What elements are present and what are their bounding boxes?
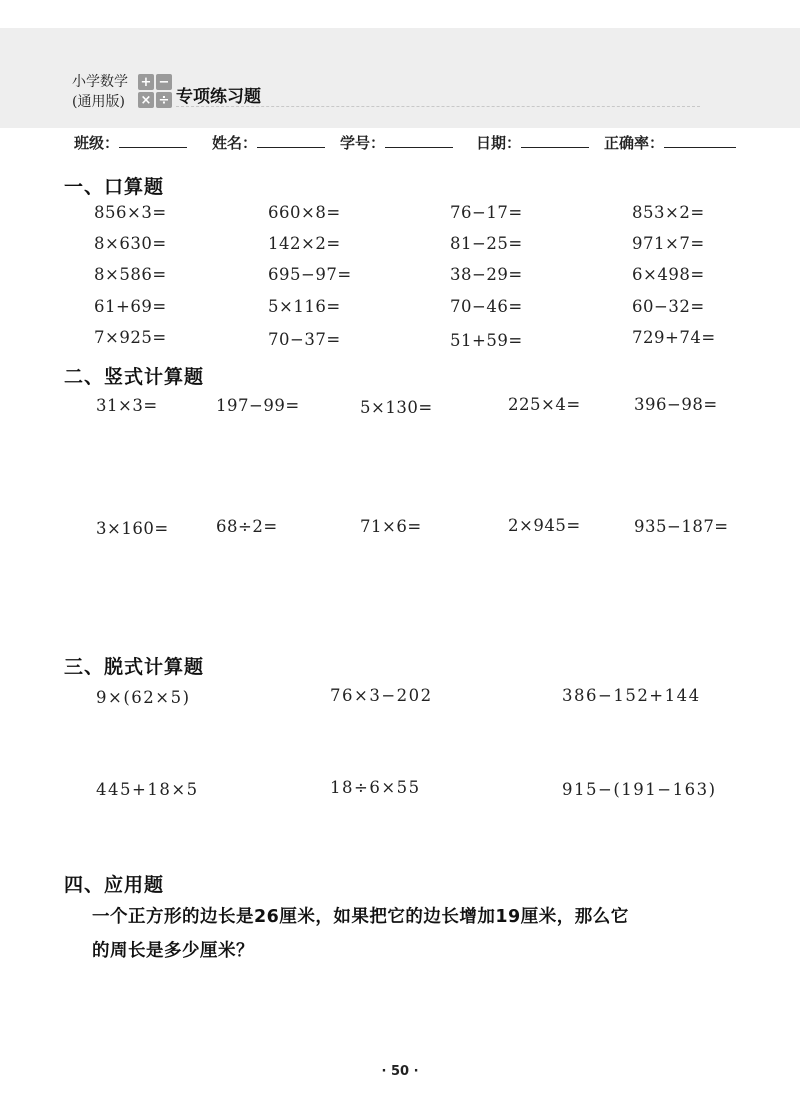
date-blank[interactable]	[521, 133, 589, 148]
vertical-problem: 68÷2=	[216, 517, 278, 536]
edition-label: (通用版)	[72, 94, 125, 110]
vertical-problem: 5×130=	[360, 398, 433, 417]
vertical-problem: 71×6=	[360, 517, 422, 536]
vertical-problem: 2×945=	[508, 516, 581, 535]
section-oral-title: 一、口算题	[64, 176, 165, 198]
date-label: 日期：	[476, 134, 522, 152]
oral-problem: 142×2=	[268, 234, 341, 253]
accuracy-label: 正确率：	[604, 134, 665, 152]
section-word-problem-title: 四、应用题	[64, 874, 165, 896]
stepwise-problem: 18÷6×55	[330, 778, 421, 797]
oral-problem: 8×630=	[94, 234, 167, 253]
oral-problem: 856×3=	[94, 203, 167, 222]
oral-problem: 81−25=	[450, 234, 523, 253]
oral-problem: 7×925=	[94, 328, 167, 347]
stepwise-problem: 445+18×5	[96, 780, 199, 799]
oral-problem: 660×8=	[268, 203, 341, 222]
oral-problem: 6×498=	[632, 265, 705, 284]
vertical-problem: 935−187=	[634, 517, 729, 536]
stepwise-problem: 9×(62×5)	[96, 688, 191, 707]
oral-problem: 38−29=	[450, 265, 523, 284]
vertical-problem: 31×3=	[96, 396, 158, 415]
oral-problem: 8×586=	[94, 265, 167, 284]
header-divider	[176, 106, 700, 107]
info-class	[74, 132, 187, 153]
book-subject	[72, 72, 128, 112]
section-stepwise-title: 三、脱式计算题	[64, 656, 205, 678]
stepwise-problem: 386−152+144	[562, 686, 701, 705]
oral-problem: 70−37=	[268, 330, 341, 349]
oral-problem: 70−46=	[450, 297, 523, 316]
word-problem-line: 的周长是多少厘米？	[92, 941, 254, 961]
oral-problem: 61+69=	[94, 297, 167, 316]
info-accuracy	[604, 132, 736, 153]
info-name	[212, 132, 325, 153]
student-id-label: 学号：	[340, 134, 386, 152]
vertical-problem: 197−99=	[216, 396, 300, 415]
class-label: 班级：	[74, 134, 120, 152]
info-student-id	[340, 132, 453, 153]
subject-label: 小学数学	[72, 74, 128, 90]
info-date	[476, 132, 589, 153]
oral-problem: 51+59=	[450, 331, 523, 350]
page-number: · 50 ·	[381, 1064, 419, 1079]
class-blank[interactable]	[119, 133, 187, 148]
accuracy-blank[interactable]	[664, 133, 736, 148]
vertical-problem: 225×4=	[508, 395, 581, 414]
stepwise-problem: 76×3−202	[330, 686, 433, 705]
multiply-icon: ×	[138, 92, 154, 108]
oral-problem: 5×116=	[268, 297, 341, 316]
stepwise-problem: 915−(191−163)	[562, 780, 717, 799]
oral-problem: 60−32=	[632, 297, 705, 316]
oral-problem: 853×2=	[632, 203, 705, 222]
vertical-problem: 3×160=	[96, 519, 169, 538]
oral-problem: 695−97=	[268, 265, 352, 284]
oral-problem: 729+74=	[632, 328, 716, 347]
oral-problem: 76−17=	[450, 203, 523, 222]
operator-logo	[138, 74, 172, 108]
section-vertical-title: 二、竖式计算题	[64, 366, 205, 388]
divide-icon: ÷	[156, 92, 172, 108]
student-id-blank[interactable]	[385, 133, 453, 148]
vertical-problem: 396−98=	[634, 395, 718, 414]
word-problem-line: 一个正方形的边长是26厘米，如果把它的边长增加19厘米，那么它	[92, 907, 629, 927]
oral-problem: 971×7=	[632, 234, 705, 253]
plus-icon: +	[138, 74, 154, 90]
series-title: 专项练习题	[176, 87, 261, 107]
name-blank[interactable]	[257, 133, 325, 148]
name-label: 姓名：	[212, 134, 258, 152]
minus-icon: −	[156, 74, 172, 90]
